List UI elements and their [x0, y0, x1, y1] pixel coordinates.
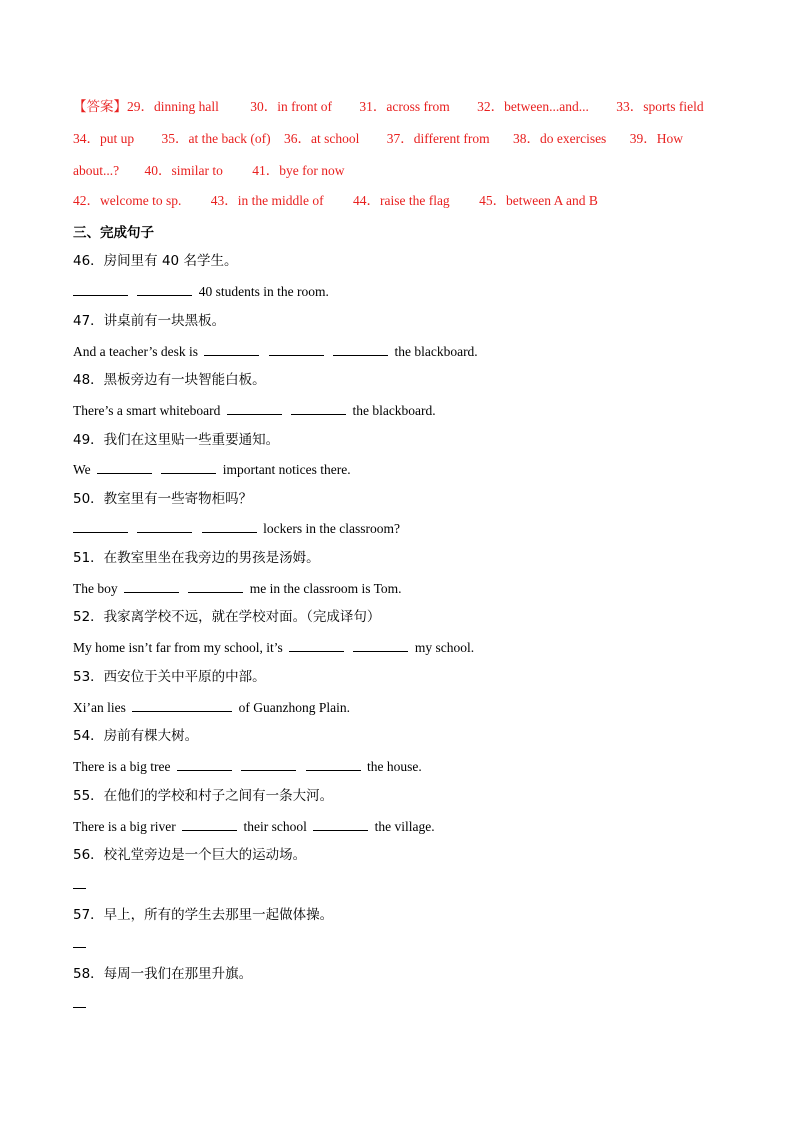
question-cn-55: 55．在他们的学校和村子之间有一条大河。: [73, 788, 334, 804]
question-cn-56: 56．校礼堂旁边是一个巨大的运动场。: [73, 847, 307, 863]
answer-row-1: [73, 98, 770, 116]
answer-blank[interactable]: [291, 401, 346, 415]
section-title: 三、完成句子: [73, 225, 154, 241]
answer-item: 37．different from: [386, 131, 490, 146]
sentence-tail: the house.: [366, 759, 422, 774]
answer-blank[interactable]: [333, 342, 388, 356]
answer-blank[interactable]: [289, 638, 344, 652]
answer-item: 30．in front of: [250, 99, 332, 114]
question-cn-46: 46．房间里有 40 名学生。: [73, 253, 238, 269]
answer-blank[interactable]: [137, 282, 192, 296]
question-cn-50: 50．教室里有一些寄物柜吗？: [73, 491, 253, 507]
answer-line[interactable]: [73, 995, 86, 1008]
question-en-52: [73, 638, 770, 657]
answer-blank[interactable]: [177, 757, 232, 771]
answer-item: 36．at school: [283, 131, 360, 146]
answer-blank[interactable]: [137, 519, 192, 533]
sentence-tail: the blackboard.: [394, 344, 478, 359]
sentence-tail: the village.: [374, 819, 435, 834]
answer-item: 33．sports field: [616, 99, 704, 114]
question-en-48: [73, 401, 770, 420]
answer-row-4: [73, 192, 770, 210]
question-cn-49: 49．我们在这里贴一些重要通知。: [73, 432, 280, 448]
question-cn-47: 47．讲桌前有一块黑板。: [73, 313, 226, 329]
answer-item: 32．between...and...: [477, 99, 589, 114]
answer-blank[interactable]: [313, 817, 368, 831]
sentence-head: Xi’an lies: [73, 700, 126, 715]
answer-blank[interactable]: [132, 698, 232, 712]
answer-blank[interactable]: [124, 579, 179, 593]
question-en-49: [73, 460, 770, 479]
sentence-mid: their school: [243, 819, 307, 834]
answer-item: 41．bye for now: [252, 163, 345, 178]
question-cn-57: 57．早上，所有的学生去那里一起做体操。: [73, 907, 334, 923]
question-en-57: [73, 935, 770, 953]
answer-blank[interactable]: [188, 579, 243, 593]
question-en-58: [73, 995, 770, 1013]
sentence-head: We: [73, 462, 91, 477]
answer-blank[interactable]: [353, 638, 408, 652]
answer-item: 29．dinning hall: [127, 99, 219, 114]
answer-blank[interactable]: [202, 519, 257, 533]
answer-item: 34．put up: [73, 131, 135, 146]
sentence-tail: important notices there.: [222, 462, 351, 477]
question-en-55: [73, 817, 770, 836]
answer-item: 31．across from: [359, 99, 450, 114]
question-en-56: [73, 876, 770, 894]
answer-blank[interactable]: [204, 342, 259, 356]
answer-row-3: [73, 162, 770, 180]
sentence-tail: lockers in the classroom?: [263, 521, 400, 536]
sentence-tail: of Guanzhong Plain.: [238, 700, 350, 715]
answer-blank[interactable]: [182, 817, 237, 831]
sentence-head: There is a big tree: [73, 759, 171, 774]
answer-item: about...?: [73, 163, 120, 178]
question-cn-54: 54．房前有棵大树。: [73, 728, 199, 744]
answer-row-2: [73, 130, 770, 148]
question-en-50: [73, 519, 770, 538]
answer-line[interactable]: [73, 876, 86, 889]
answer-item: 38．do exercises: [512, 131, 607, 146]
answer-item: 39．How: [629, 131, 683, 146]
question-cn-48: 48．黑板旁边有一块智能白板。: [73, 372, 266, 388]
sentence-head: There’s a smart whiteboard: [73, 403, 221, 418]
question-en-47: [73, 342, 770, 361]
answer-blank[interactable]: [161, 460, 216, 474]
answer-blank[interactable]: [269, 342, 324, 356]
answer-item: 44．raise the flag: [352, 193, 450, 208]
question-cn-53: 53．西安位于关中平原的中部。: [73, 669, 266, 685]
question-en-46: [73, 282, 770, 301]
answer-item: 42．welcome to sp.: [73, 193, 182, 208]
answer-line[interactable]: [73, 935, 86, 948]
question-cn-52: 52．我家离学校不远，就在学校对面。（完成译句）: [73, 609, 381, 625]
answer-item: 45．between A and B: [479, 193, 598, 208]
sentence-head: There is a big river: [73, 819, 176, 834]
question-en-51: [73, 579, 770, 598]
answer-label: 【答案】: [73, 99, 127, 114]
sentence-head: The boy: [73, 581, 118, 596]
question-en-54: [73, 757, 770, 776]
answer-blank[interactable]: [306, 757, 361, 771]
sentence-head: My home isn’t far from my school, it’s: [73, 640, 283, 655]
answer-blank[interactable]: [73, 519, 128, 533]
question-en-53: [73, 698, 770, 717]
sentence-tail: me in the classroom is Tom.: [249, 581, 402, 596]
sentence-tail: 40 students in the room.: [198, 284, 329, 299]
answer-item: 40．similar to: [144, 163, 223, 178]
answer-item: 35．at the back (of): [161, 131, 271, 146]
answer-blank[interactable]: [227, 401, 282, 415]
sentence-head: And a teacher’s desk is: [73, 344, 198, 359]
answer-item: 43．in the middle of: [210, 193, 324, 208]
answer-blank[interactable]: [241, 757, 296, 771]
answer-blank[interactable]: [73, 282, 128, 296]
answer-blank[interactable]: [97, 460, 152, 474]
question-cn-51: 51．在教室里坐在我旁边的男孩是汤姆。: [73, 550, 320, 566]
question-cn-58: 58．每周一我们在那里升旗。: [73, 966, 253, 982]
sentence-tail: the blackboard.: [352, 403, 436, 418]
sentence-tail: my school.: [414, 640, 475, 655]
